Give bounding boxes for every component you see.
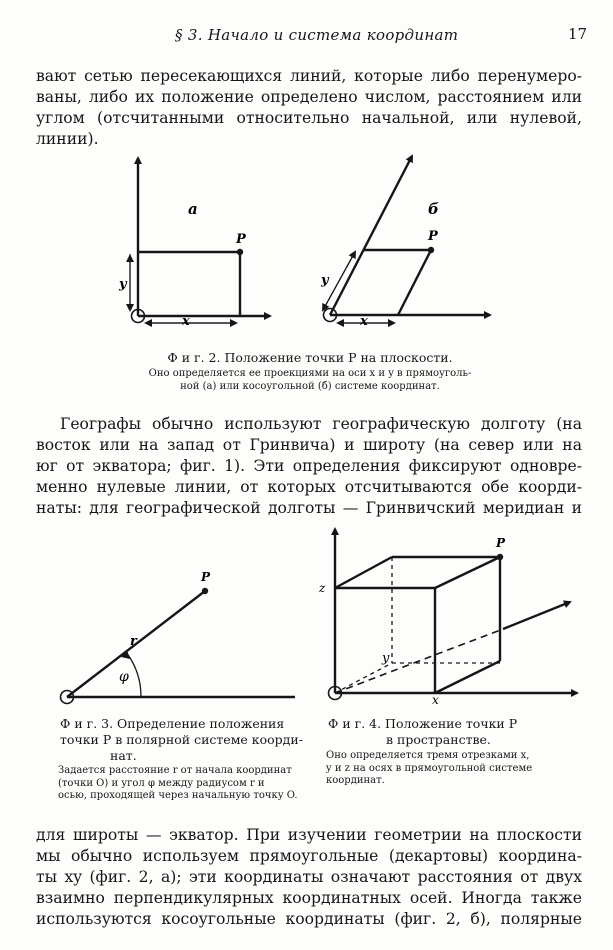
text-line: ваны, либо их положение определено числом, расстоянием или: [36, 88, 582, 106]
text-line: ты xy (фиг. 2, a); эти координаты означают расстояния от двух: [36, 868, 582, 886]
figure-3-caption-desc: [58, 765, 308, 803]
cube-edge-hidden: [335, 663, 392, 693]
caption-line: Оно определяется ее проекциями на оси x и y в прямоуголь-: [148, 368, 472, 379]
figure-2-caption-desc: [100, 368, 520, 393]
figure-2a-rectangular: [118, 158, 270, 329]
point-label: P: [496, 536, 506, 550]
text-line: менно нулевые линии, от которых отсчитываются обе коорди-: [36, 478, 582, 496]
paragraph-geography: [36, 414, 582, 519]
cube-edge: [435, 557, 500, 588]
caption-line: Ф и г. 3. Определение положения: [60, 716, 285, 731]
y-label: y: [382, 651, 390, 666]
y-label-a: y: [119, 277, 127, 292]
figure-4-caption-desc: [326, 750, 581, 788]
point-p-a: [237, 249, 243, 255]
projection-y-b: [398, 250, 431, 315]
page-number: 17: [568, 25, 588, 43]
cube-edge: [435, 661, 500, 693]
caption-line: координат.: [326, 775, 385, 786]
point-label-b: P: [428, 229, 438, 244]
y-axis-hidden: [335, 629, 503, 693]
point-p-b: [428, 247, 434, 253]
caption-line: нат.: [110, 748, 137, 763]
text-line: взаимно перпендикулярных координатных осей. Иногда также: [36, 889, 582, 907]
figure-3: [55, 565, 305, 710]
label-b: б: [428, 200, 439, 218]
x-label: x: [432, 693, 439, 707]
figure-2-caption-title: Ф и г. 2. Положение точки P на плоскости.: [167, 350, 453, 365]
text-line: юг от экватора; фиг. 1). Эти определения фиксируют одновре-: [36, 457, 582, 475]
caption-line: точки P в полярной системе коорди-: [60, 732, 303, 747]
paragraph-intro: [36, 66, 582, 150]
caption-line: осью, проходящей через начальную точку O.: [58, 790, 298, 801]
point-p: [202, 588, 208, 594]
caption-line: Задается расстояние r от начала координат: [58, 765, 292, 776]
running-header: § 3. Начало и система координат: [175, 26, 459, 44]
cube-edge: [335, 557, 392, 588]
x-label-a: x: [182, 314, 190, 329]
text-line: восток или на запад от Гринвича) и широту (на север или на: [36, 436, 582, 454]
text-line: мы обычно используем прямоугольные (декартовы) координа-: [36, 847, 582, 865]
z-label: z: [319, 581, 326, 595]
point-label: P: [201, 570, 211, 584]
angle-label: φ: [119, 669, 129, 685]
text-line: Географы обычно используют географическую долготу (на: [60, 415, 582, 433]
text-line: наты: для географической долготы — Гринвичский меридиан и: [36, 499, 582, 517]
caption-line: Оно определяется тремя отрезками x,: [326, 750, 530, 761]
text-line: используются косоугольные координаты (фиг. 2, б), полярные: [36, 910, 582, 928]
caption-line: y и z на осях в прямоугольной системе: [326, 762, 533, 774]
point-label-a: P: [236, 232, 246, 247]
x-label-b: x: [360, 314, 368, 329]
paragraph-coordinates: [36, 825, 582, 930]
point-p: [497, 554, 503, 560]
label-a: a: [188, 200, 198, 218]
text-line: вают сетью пересекающихся линий, которые либо перенумеро-: [36, 67, 582, 85]
text-line: углом (отсчитанными относительно начальной, или нулевой,: [36, 109, 582, 127]
figure-3-caption-title: [60, 716, 305, 764]
y-axis: [503, 602, 570, 629]
caption-line: (точки O) и угол φ между радиусом r и: [58, 777, 265, 789]
figure-2: [120, 150, 500, 340]
figure-2b-oblique: [320, 156, 490, 329]
text-line: для широты — экватор. При изучении геометрии на плоскости: [36, 826, 582, 844]
y-label-b: y: [321, 273, 329, 288]
radius-label: r: [130, 634, 137, 649]
caption-line: Ф и г. 4. Положение точки P: [328, 716, 518, 731]
figure-4: [315, 525, 585, 705]
y-axis-b: [330, 156, 412, 315]
figure-4-caption-title: [328, 716, 578, 748]
caption-line: в пространстве.: [386, 732, 491, 747]
caption-line: ной (a) или косоугольной (б) системе координат.: [180, 380, 440, 392]
text-line: линии).: [36, 130, 99, 148]
